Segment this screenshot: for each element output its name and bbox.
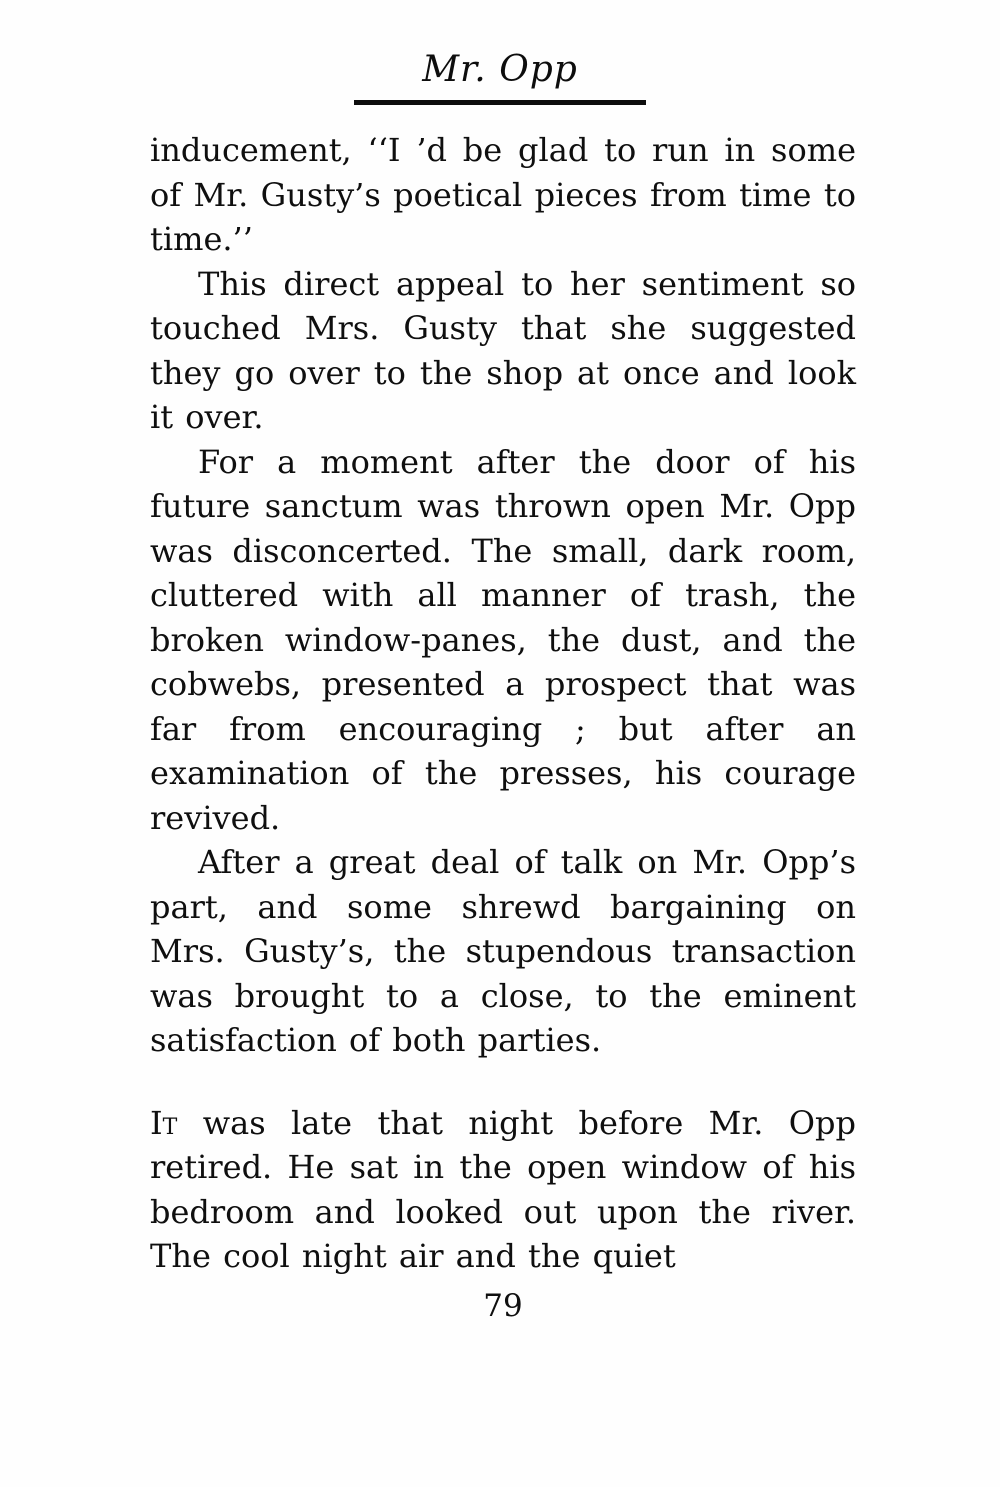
paragraph: This direct appeal to her sentiment so touched Mrs. Gusty that she suggested they go over to the shop at once and look it over. xyxy=(150,264,856,436)
page-number: 79 xyxy=(483,1288,523,1324)
header-rule xyxy=(354,100,646,105)
paragraph: For a moment after the door of his future sanctum was thrown open Mr. Opp was disconcerted. The small, dark room, cluttered with all manner of trash, the broken window-panes, the dust, and the cobwebs, presented a prospect that was far from encouraging ; but after an examination of the presses, his courage revived. xyxy=(150,442,856,837)
running-header xyxy=(0,0,1000,105)
running-header-title: Mr. Opp xyxy=(422,49,578,90)
paragraph: inducement, ‘‘I ’d be glad to run in some of Mr. Gusty’s poetical pieces from time to time.’’ xyxy=(150,131,856,258)
paragraph: It was late that night before Mr. Opp retired. He sat in the open window of his bedroom and looked out upon the river. The cool night air and the quiet xyxy=(150,1103,856,1275)
small-caps-lead: It xyxy=(150,1103,178,1142)
page-body xyxy=(150,128,856,1279)
paragraph: After a great deal of talk on Mr. Opp’s part, and some shrewd bargaining on Mrs. Gusty’s, the stupendous transaction was brought to a close, to the eminent satisfaction of both parties. xyxy=(150,843,856,1059)
